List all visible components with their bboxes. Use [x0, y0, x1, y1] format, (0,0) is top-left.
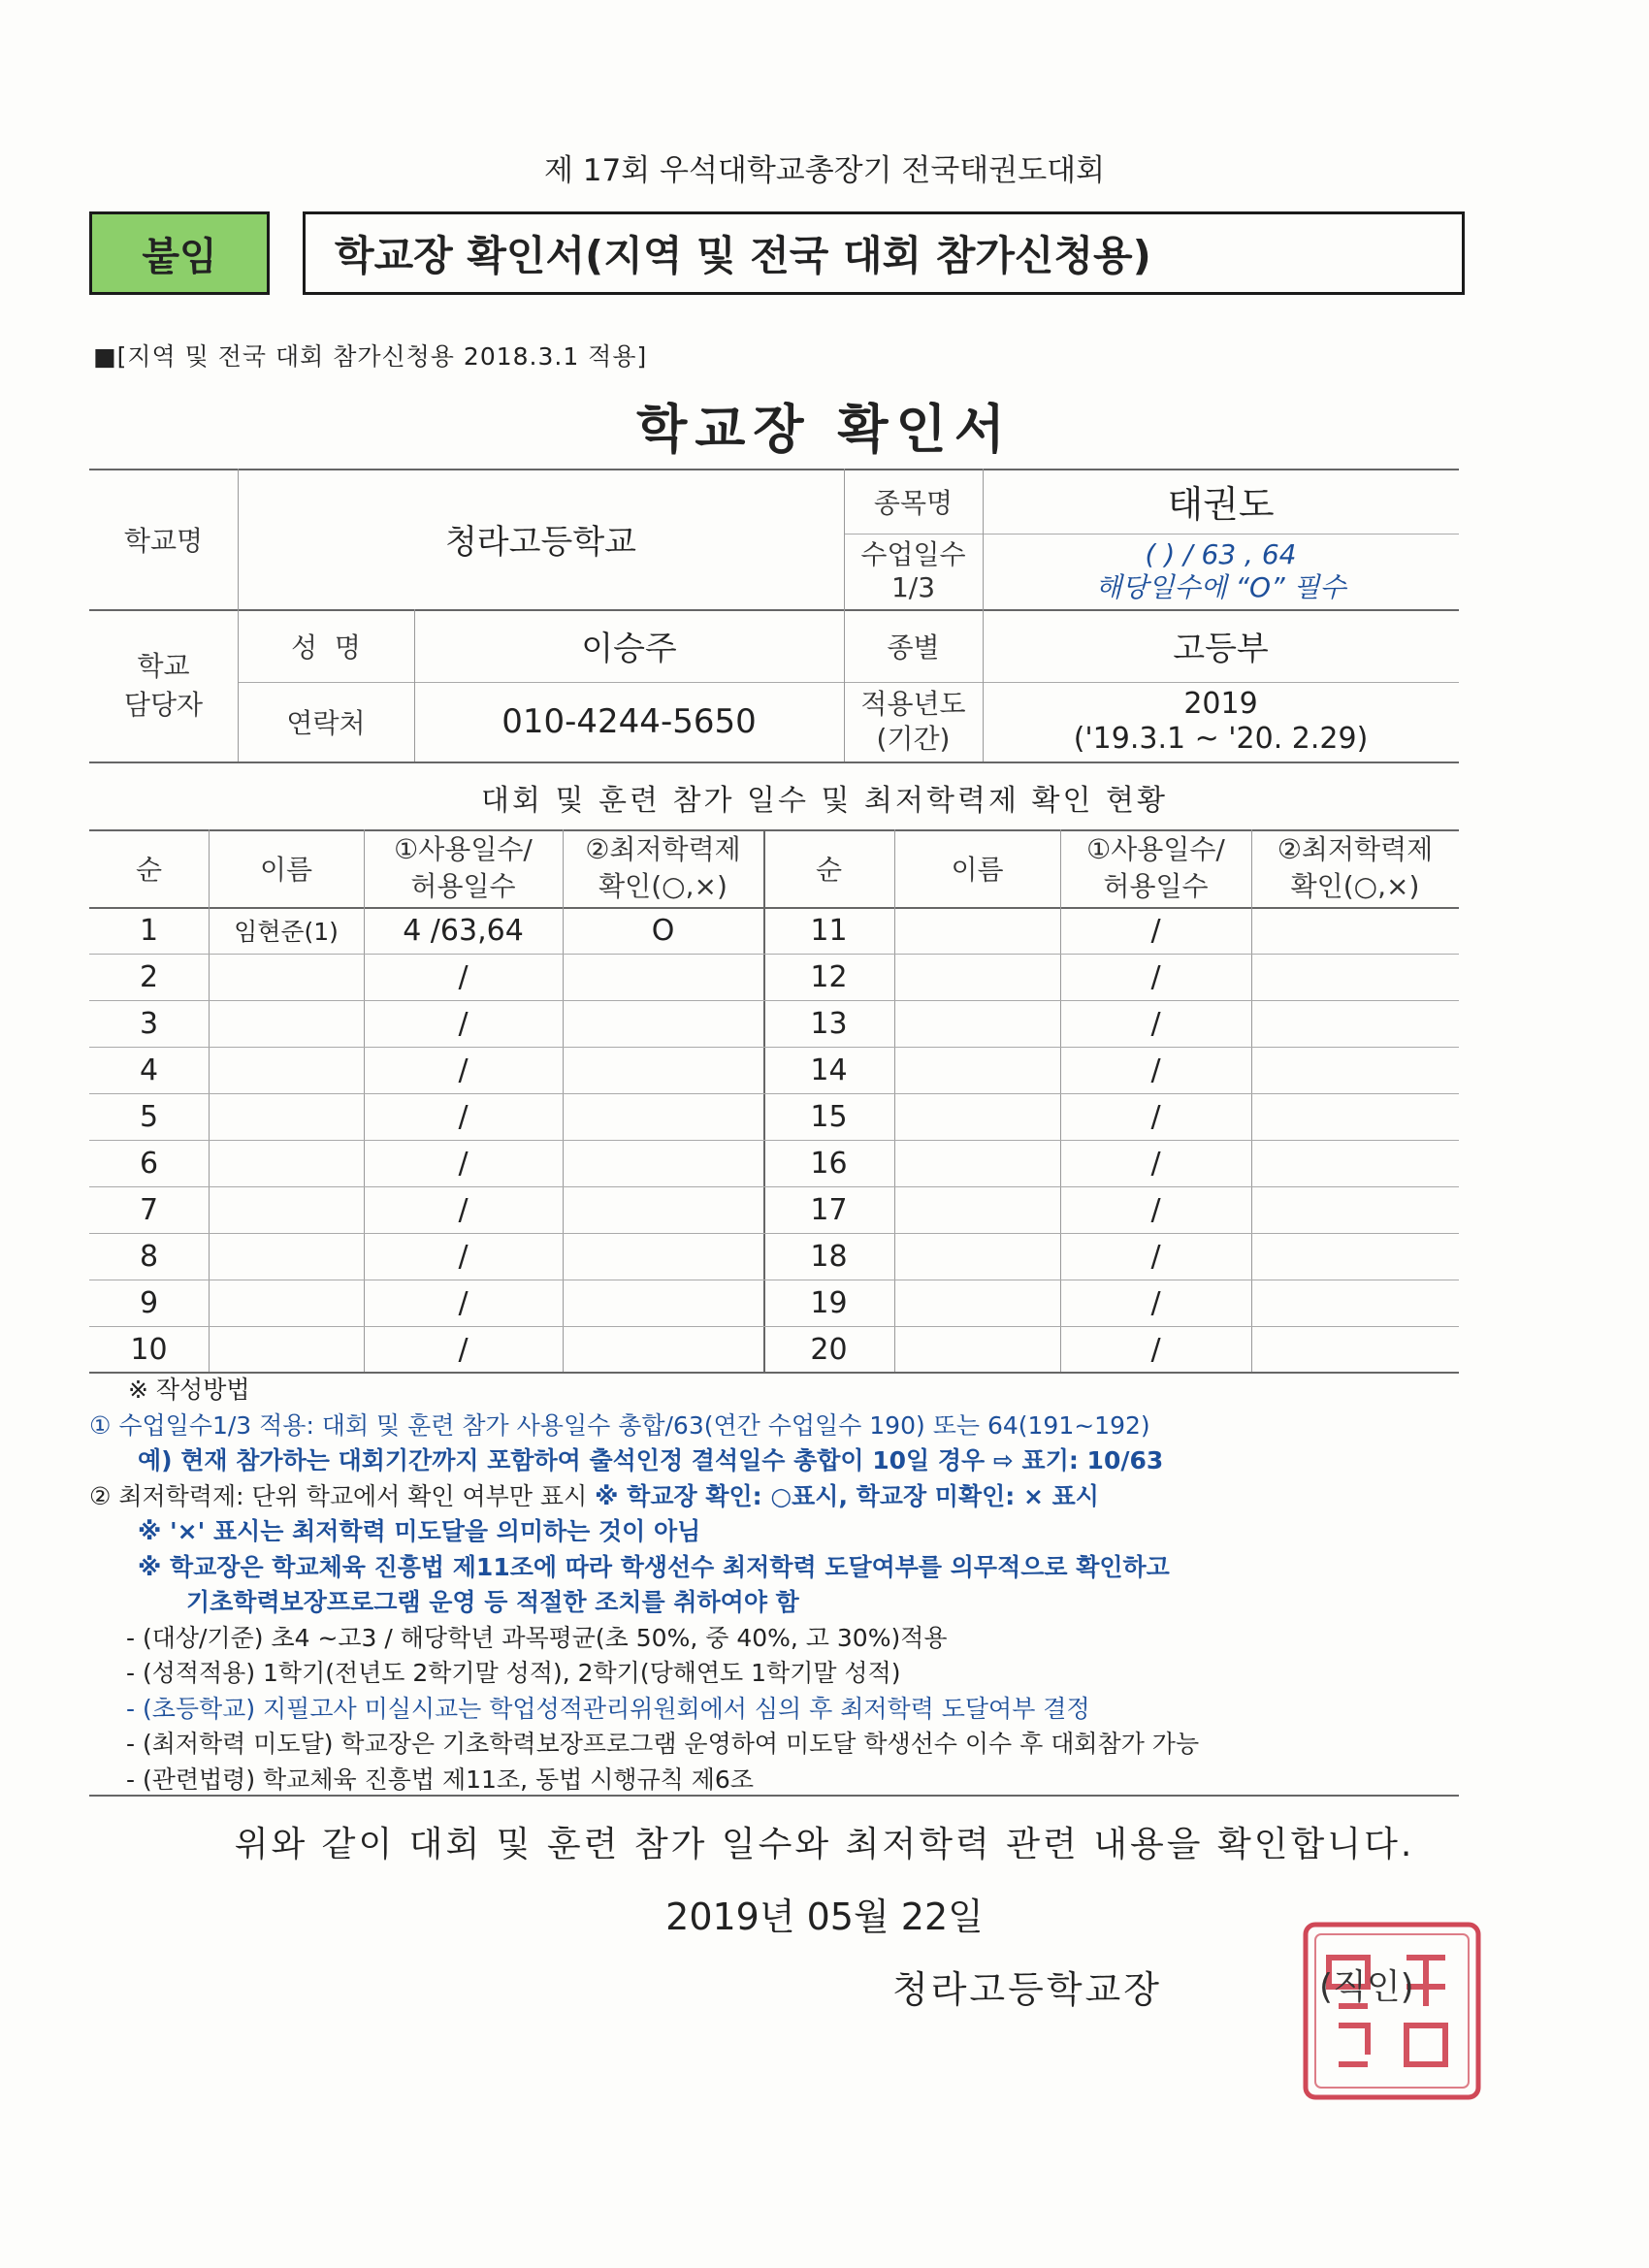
- seal-label: (직인): [1319, 1967, 1414, 2007]
- row-min-confirm: [563, 1233, 763, 1280]
- row-name: 임현준(1): [234, 918, 339, 946]
- row-min-confirm: [563, 1326, 763, 1373]
- instruction-line-7: - (대상/기준) 초4 ~고3 / 해당학년 과목평균(초 50%, 중 40%, 고 30%)적용: [126, 1623, 948, 1652]
- year-label-line2: (기간): [876, 723, 951, 755]
- year-label: [844, 682, 983, 761]
- row-min-confirm: [1251, 1280, 1459, 1326]
- row-days: /: [458, 959, 469, 994]
- attach-badge: 붙임: [89, 211, 270, 295]
- row-days: 4 /63,64: [403, 913, 524, 948]
- class-days-label: [844, 534, 983, 609]
- row-min-confirm: [563, 1047, 763, 1093]
- row-name: [894, 1140, 1060, 1186]
- instruction-line-2: 예) 현재 참가하는 대회기간까지 포함하여 출석인정 결석일수 총합이 10일 경우 ⇨ 표기: 10/63: [138, 1446, 1164, 1474]
- row-number: 1: [139, 913, 159, 948]
- row-name: [209, 1000, 364, 1047]
- instruction-line-4: ※ '×' 표시는 최저학력 미도달을 의미하는 것이 아님: [138, 1517, 701, 1545]
- row-number: 14: [810, 1053, 848, 1087]
- class-days-value-line1: ( ) / 63 , 64: [1145, 538, 1297, 570]
- row-number: 12: [810, 959, 848, 994]
- row-number: 9: [139, 1285, 159, 1320]
- row-number: 10: [130, 1332, 168, 1367]
- row-name: [209, 1233, 364, 1280]
- instruction-line-3: [89, 1479, 1486, 1515]
- header-days-line1: ①사용일수/: [394, 833, 533, 865]
- name-value: 이승주: [581, 630, 677, 668]
- name-label: 성 명: [291, 631, 361, 664]
- row-number: 20: [810, 1332, 848, 1367]
- row-number: 4: [139, 1053, 159, 1087]
- school-value: 청라고등학교: [444, 523, 637, 562]
- row-days: /: [1150, 1006, 1161, 1041]
- row-days: /: [1150, 1332, 1161, 1367]
- instruction-line-3a: ② 최저학력제: 단위 학교에서 확인 여부만 표시: [89, 1481, 596, 1510]
- row-min-confirm: [1251, 1186, 1459, 1233]
- header-days-right: [1060, 829, 1251, 907]
- row-name: [894, 1000, 1060, 1047]
- row-name: [209, 1186, 364, 1233]
- document-box-title: 학교장 확인서(지역 및 전국 대회 참가신청용): [303, 211, 1465, 295]
- section-title: 대회 및 훈련 참가 일수 및 최저학력제 확인 현황: [481, 784, 1168, 818]
- form-note: ■[지역 및 전국 대회 참가신청용 2018.3.1 적용]: [93, 342, 648, 371]
- row-min-confirm: [1251, 907, 1459, 954]
- row-days: /: [1150, 1099, 1161, 1134]
- row-number: 16: [810, 1146, 848, 1181]
- row-min-confirm: [563, 1140, 763, 1186]
- event-title: 제 17회 우석대학교총장기 전국태권도대회: [543, 153, 1106, 188]
- row-days: /: [1150, 1053, 1161, 1087]
- header-days-line2: 허용일수: [1103, 870, 1209, 902]
- header-name-left: 이름: [259, 854, 313, 886]
- year-label-line1: 적용년도: [860, 688, 966, 720]
- row-name: [894, 907, 1060, 954]
- row-name: [894, 1047, 1060, 1093]
- row-min-confirm: [563, 1093, 763, 1140]
- row-number: 11: [810, 913, 848, 948]
- row-days: /: [458, 1285, 469, 1320]
- header-min-right: [1251, 829, 1459, 907]
- row-min-confirm: [1251, 1093, 1459, 1140]
- year-value-line2: ('19.3.1 ~ '20. 2.29): [1073, 722, 1369, 756]
- row-name: [209, 1140, 364, 1186]
- instructions: [89, 1373, 1486, 1798]
- row-number: 8: [139, 1239, 159, 1274]
- instruction-line-11: - (관련법령) 학교체육 진흥법 제11조, 동법 시행규칙 제6조: [126, 1765, 754, 1794]
- row-min-confirm: [563, 1280, 763, 1326]
- row-number: 17: [810, 1192, 848, 1227]
- row-name: [209, 954, 364, 1000]
- instruction-line-9: - (초등학교) 지필고사 미실시교는 학업성적관리위원회에서 심의 후 최저학력 도달여부 결정: [126, 1694, 1090, 1723]
- year-value-line1: 2019: [1183, 687, 1258, 721]
- row-min-confirm: O: [651, 913, 675, 948]
- row-days: /: [1150, 1192, 1161, 1227]
- confirm-statement: 위와 같이 대회 및 훈련 참가 일수와 최저학력 관련 내용을 확인합니다.: [234, 1825, 1415, 1864]
- row-name: [894, 1233, 1060, 1280]
- row-min-confirm: [1251, 1326, 1459, 1373]
- row-days: /: [458, 1006, 469, 1041]
- row-days: /: [1150, 959, 1161, 994]
- class-days-value-line2: 해당일수에 “O” 필수: [1095, 571, 1346, 603]
- row-days: /: [1150, 1239, 1161, 1274]
- header-min-left: [563, 829, 763, 907]
- row-min-confirm: [1251, 1140, 1459, 1186]
- instruction-line-6: 기초학력보장프로그램 운영 등 적절한 조치를 취하여야 함: [186, 1588, 799, 1616]
- row-min-confirm: [563, 1000, 763, 1047]
- class-days-value: [983, 534, 1459, 609]
- header-days-line1: ①사용일수/: [1086, 833, 1225, 865]
- header-min-line2: 확인(○,×): [598, 870, 728, 902]
- row-number: 7: [139, 1192, 159, 1227]
- row-days: /: [1150, 1146, 1161, 1181]
- form-title: 학교장 확인서: [636, 399, 1013, 460]
- instruction-line-1: ① 수업일수1/3 적용: 대회 및 훈련 참가 사용일수 총합/63(연간 수업일수 190) 또는 64(191~192): [89, 1410, 1150, 1440]
- header-min-line2: 확인(○,×): [1290, 870, 1420, 902]
- row-min-confirm: [1251, 1000, 1459, 1047]
- instruction-line-5: ※ 학교장은 학교체육 진흥법 제11조에 따라 학생선수 최저학력 도달여부를 의무적으로 확인하고: [138, 1552, 1170, 1581]
- confirm-date: 2019년 05월 22일: [665, 1895, 984, 1938]
- row-days: /: [1150, 1285, 1161, 1320]
- division-value: 고등부: [1173, 630, 1269, 668]
- row-number: 5: [139, 1099, 159, 1134]
- phone-label: 연락처: [286, 707, 366, 739]
- row-min-confirm: [563, 1186, 763, 1233]
- instruction-line-3b: ※ 학교장 확인: ○표시, 학교장 미확인: × 표시: [595, 1481, 1099, 1510]
- contact-group-label-line1: 학교: [137, 649, 190, 682]
- sport-value: 태권도: [1167, 483, 1275, 526]
- row-min-confirm: [1251, 1233, 1459, 1280]
- principal-name: 청라고등학교장: [892, 1968, 1162, 2011]
- header-no-left: 순: [135, 854, 163, 886]
- instruction-line-8: - (성적적용) 1학기(전년도 2학기말 성적), 2학기(당해연도 1학기말 성적): [126, 1659, 901, 1687]
- row-name: [209, 1047, 364, 1093]
- contact-group-label-line2: 담당자: [123, 688, 204, 721]
- instructions-heading: ※ 작성방법: [128, 1376, 250, 1404]
- row-number: 2: [139, 959, 159, 994]
- row-name: [209, 1280, 364, 1326]
- row-days: /: [458, 1053, 469, 1087]
- row-name: [894, 1280, 1060, 1326]
- row-min-confirm: [1251, 1047, 1459, 1093]
- header-no-right: 순: [815, 854, 843, 886]
- year-value: [983, 682, 1459, 761]
- row-min-confirm: [563, 954, 763, 1000]
- sport-label: 종목명: [873, 486, 954, 519]
- header-days-line2: 허용일수: [410, 870, 516, 902]
- row-number: 18: [810, 1239, 848, 1274]
- row-number: 6: [139, 1146, 159, 1181]
- row-number: 13: [810, 1006, 848, 1041]
- contact-group-label: [89, 609, 238, 761]
- class-days-label-line2: 1/3: [890, 571, 936, 603]
- row-name: [894, 1326, 1060, 1373]
- row-days: /: [458, 1099, 469, 1134]
- row-name: [894, 1093, 1060, 1140]
- row-days: /: [458, 1192, 469, 1227]
- header-name-right: 이름: [951, 854, 1004, 886]
- row-name: [894, 954, 1060, 1000]
- header-days-left: [364, 829, 563, 907]
- row-name: [209, 1093, 364, 1140]
- row-number: 19: [810, 1285, 848, 1320]
- row-days: /: [458, 1239, 469, 1274]
- school-label: 학교명: [123, 524, 204, 557]
- row-days: /: [1150, 913, 1161, 948]
- header-min-line1: ②최저학력제: [1277, 833, 1434, 865]
- row-days: /: [458, 1332, 469, 1367]
- class-days-label-line1: 수업일수: [860, 538, 966, 570]
- row-min-confirm: [1251, 954, 1459, 1000]
- row-name: [209, 1326, 364, 1373]
- row-number: 3: [139, 1006, 159, 1041]
- division-label: 종별: [887, 631, 940, 664]
- header-min-line1: ②최저학력제: [585, 833, 741, 865]
- instruction-line-10: - (최저학력 미도달) 학교장은 기초학력보장프로그램 운영하여 미도달 학생선수 이수 후 대회참가 가능: [126, 1730, 1200, 1758]
- phone-value: 010-4244-5650: [501, 702, 757, 741]
- row-number: 15: [810, 1099, 848, 1134]
- row-days: /: [458, 1146, 469, 1181]
- row-name: [894, 1186, 1060, 1233]
- official-seal-icon: [1300, 1919, 1484, 2103]
